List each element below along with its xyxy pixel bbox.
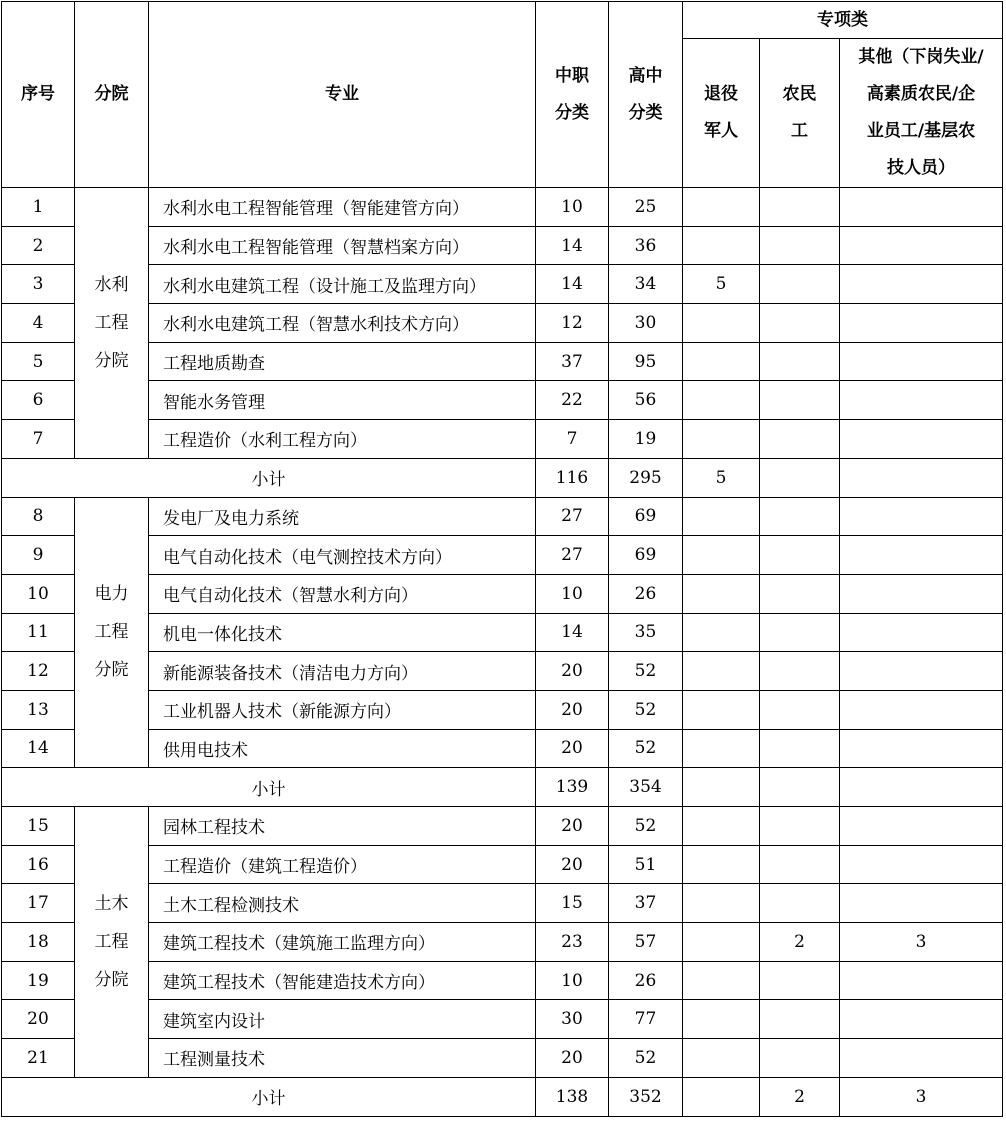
cell-migrant	[760, 342, 840, 381]
cell-other	[840, 613, 1003, 652]
cell-gaozhong: 35	[609, 613, 683, 652]
cell-gaozhong: 95	[609, 342, 683, 381]
header-gaozhong: 高中 分类	[609, 2, 683, 188]
cell-major: 智能水务管理	[149, 381, 536, 420]
cell-other	[840, 1000, 1003, 1039]
cell-gaozhong: 77	[609, 1000, 683, 1039]
cell-veterans	[683, 420, 760, 459]
cell-veterans	[683, 884, 760, 923]
cell-veterans	[683, 1000, 760, 1039]
cell-major: 工程造价（建筑工程造价）	[149, 845, 536, 884]
cell-gaozhong: 51	[609, 845, 683, 884]
table-row	[2, 188, 1003, 227]
cell-veterans	[683, 961, 760, 1000]
cell-gaozhong: 34	[609, 265, 683, 304]
cell-migrant	[760, 497, 840, 536]
cell-other	[840, 497, 1003, 536]
table-row	[2, 342, 1003, 381]
cell-zhongzhi: 15	[536, 884, 609, 923]
cell-seq: 2	[2, 226, 75, 265]
cell-migrant	[760, 265, 840, 304]
cell-other	[840, 536, 1003, 575]
table-row	[2, 497, 1003, 536]
table-row	[2, 690, 1003, 729]
cell-major: 供用电技术	[149, 729, 536, 768]
cell-department	[75, 807, 149, 1078]
cell-zhongzhi: 20	[536, 690, 609, 729]
subtotal-veterans	[683, 768, 760, 807]
cell-other	[840, 729, 1003, 768]
cell-seq: 13	[2, 690, 75, 729]
cell-seq: 10	[2, 574, 75, 613]
subtotal-zhongzhi: 138	[536, 1077, 609, 1116]
cell-other	[840, 226, 1003, 265]
cell-seq: 18	[2, 923, 75, 962]
cell-zhongzhi: 10	[536, 961, 609, 1000]
header-other: 其他（下岗失业/ 高素质农民/企 业员工/基层农 技人员）	[840, 39, 1003, 188]
header-special: 专项类	[683, 2, 1003, 39]
cell-major: 工业机器人技术（新能源方向）	[149, 690, 536, 729]
cell-major: 建筑工程技术（建筑施工监理方向）	[149, 923, 536, 962]
cell-other	[840, 845, 1003, 884]
cell-zhongzhi: 14	[536, 613, 609, 652]
cell-seq: 9	[2, 536, 75, 575]
table-row	[2, 226, 1003, 265]
cell-veterans	[683, 342, 760, 381]
department-line: 土木	[94, 893, 129, 914]
cell-major: 水利水电建筑工程（智慧水利技术方向）	[149, 304, 536, 343]
cell-seq: 4	[2, 304, 75, 343]
cell-zhongzhi: 20	[536, 845, 609, 884]
cell-zhongzhi: 27	[536, 497, 609, 536]
cell-zhongzhi: 14	[536, 226, 609, 265]
cell-other	[840, 652, 1003, 691]
cell-veterans	[683, 845, 760, 884]
subtotal-zhongzhi: 139	[536, 768, 609, 807]
table-row	[2, 420, 1003, 459]
cell-gaozhong: 19	[609, 420, 683, 459]
subtotal-row	[2, 768, 1003, 807]
cell-migrant	[760, 574, 840, 613]
cell-zhongzhi: 10	[536, 574, 609, 613]
cell-major: 机电一体化技术	[149, 613, 536, 652]
cell-gaozhong: 25	[609, 188, 683, 227]
table-row	[2, 729, 1003, 768]
cell-other	[840, 304, 1003, 343]
subtotal-label: 小计	[2, 1077, 536, 1116]
cell-major: 新能源装备技术（清洁电力方向）	[149, 652, 536, 691]
cell-zhongzhi: 12	[536, 304, 609, 343]
subtotal-row	[2, 458, 1003, 497]
cell-other: 3	[840, 923, 1003, 962]
cell-veterans	[683, 304, 760, 343]
cell-migrant	[760, 690, 840, 729]
table-row	[2, 574, 1003, 613]
cell-gaozhong: 26	[609, 574, 683, 613]
cell-migrant	[760, 1039, 840, 1078]
subtotal-other: 3	[840, 1077, 1003, 1116]
table-header	[2, 2, 1003, 188]
cell-seq: 5	[2, 342, 75, 381]
cell-major: 建筑工程技术（智能建造技术方向）	[149, 961, 536, 1000]
subtotal-veterans	[683, 1077, 760, 1116]
cell-gaozhong: 37	[609, 884, 683, 923]
cell-seq: 12	[2, 652, 75, 691]
cell-zhongzhi: 27	[536, 536, 609, 575]
cell-other	[840, 1039, 1003, 1078]
cell-major: 电气自动化技术（电气测控技术方向）	[149, 536, 536, 575]
cell-other	[840, 884, 1003, 923]
table-row	[2, 961, 1003, 1000]
cell-veterans	[683, 807, 760, 846]
department-line: 分院	[94, 969, 129, 990]
department-line: 工程	[94, 312, 129, 333]
subtotal-row	[2, 1077, 1003, 1116]
table-row	[2, 381, 1003, 420]
cell-seq: 16	[2, 845, 75, 884]
subtotal-label: 小计	[2, 458, 536, 497]
cell-major: 水利水电建筑工程（设计施工及监理方向）	[149, 265, 536, 304]
subtotal-veterans: 5	[683, 458, 760, 497]
cell-gaozhong: 52	[609, 729, 683, 768]
cell-zhongzhi: 7	[536, 420, 609, 459]
cell-zhongzhi: 20	[536, 729, 609, 768]
cell-veterans	[683, 574, 760, 613]
cell-seq: 3	[2, 265, 75, 304]
subtotal-migrant: 2	[760, 1077, 840, 1116]
table-row	[2, 536, 1003, 575]
cell-zhongzhi: 23	[536, 923, 609, 962]
cell-gaozhong: 57	[609, 923, 683, 962]
enrollment-table	[1, 1, 1003, 1117]
table-row	[2, 923, 1003, 962]
cell-seq: 17	[2, 884, 75, 923]
cell-gaozhong: 52	[609, 807, 683, 846]
cell-zhongzhi: 37	[536, 342, 609, 381]
cell-other	[840, 265, 1003, 304]
cell-major: 工程测量技术	[149, 1039, 536, 1078]
cell-migrant	[760, 304, 840, 343]
cell-migrant	[760, 652, 840, 691]
department-line: 电力	[94, 584, 129, 605]
cell-seq: 8	[2, 497, 75, 536]
subtotal-gaozhong: 354	[609, 768, 683, 807]
cell-migrant	[760, 884, 840, 923]
table-row	[2, 845, 1003, 884]
subtotal-other	[840, 768, 1003, 807]
cell-zhongzhi: 20	[536, 1039, 609, 1078]
table-row	[2, 1039, 1003, 1078]
department-line: 分院	[94, 350, 129, 371]
cell-gaozhong: 30	[609, 304, 683, 343]
cell-zhongzhi: 22	[536, 381, 609, 420]
cell-seq: 15	[2, 807, 75, 846]
cell-veterans	[683, 188, 760, 227]
cell-veterans	[683, 652, 760, 691]
cell-veterans	[683, 613, 760, 652]
subtotal-gaozhong: 295	[609, 458, 683, 497]
cell-migrant	[760, 807, 840, 846]
cell-veterans	[683, 690, 760, 729]
cell-other	[840, 690, 1003, 729]
cell-veterans	[683, 536, 760, 575]
cell-migrant	[760, 613, 840, 652]
cell-migrant: 2	[760, 923, 840, 962]
cell-migrant	[760, 536, 840, 575]
cell-veterans	[683, 226, 760, 265]
cell-major: 水利水电工程智能管理（智慧档案方向）	[149, 226, 536, 265]
cell-migrant	[760, 420, 840, 459]
table-body	[2, 188, 1003, 1117]
cell-other	[840, 420, 1003, 459]
cell-gaozhong: 56	[609, 381, 683, 420]
cell-other	[840, 381, 1003, 420]
header-veterans: 退役 军人	[683, 39, 760, 188]
cell-veterans	[683, 381, 760, 420]
cell-migrant	[760, 845, 840, 884]
cell-other	[840, 574, 1003, 613]
cell-major: 电气自动化技术（智慧水利方向）	[149, 574, 536, 613]
cell-veterans	[683, 923, 760, 962]
cell-other	[840, 188, 1003, 227]
header-migrant: 农民 工	[760, 39, 840, 188]
department-line: 工程	[94, 622, 129, 643]
cell-department	[75, 188, 149, 459]
cell-zhongzhi: 14	[536, 265, 609, 304]
cell-major: 建筑室内设计	[149, 1000, 536, 1039]
cell-seq: 19	[2, 961, 75, 1000]
subtotal-migrant	[760, 768, 840, 807]
header-department: 分院	[75, 2, 149, 188]
header-seq: 序号	[2, 2, 75, 188]
cell-other	[840, 807, 1003, 846]
cell-veterans	[683, 729, 760, 768]
cell-gaozhong: 52	[609, 690, 683, 729]
cell-seq: 14	[2, 729, 75, 768]
department-line: 分院	[94, 660, 129, 681]
header-zhongzhi: 中职 分类	[536, 2, 609, 188]
cell-gaozhong: 69	[609, 536, 683, 575]
table-row	[2, 304, 1003, 343]
cell-zhongzhi: 30	[536, 1000, 609, 1039]
cell-department	[75, 497, 149, 768]
cell-zhongzhi: 10	[536, 188, 609, 227]
cell-migrant	[760, 961, 840, 1000]
cell-seq: 7	[2, 420, 75, 459]
cell-gaozhong: 69	[609, 497, 683, 536]
cell-other	[840, 342, 1003, 381]
cell-major: 工程地质勘查	[149, 342, 536, 381]
cell-veterans	[683, 497, 760, 536]
table-row	[2, 652, 1003, 691]
table-row	[2, 265, 1003, 304]
department-line: 工程	[94, 931, 129, 952]
table-row	[2, 1000, 1003, 1039]
cell-major: 水利水电工程智能管理（智能建管方向）	[149, 188, 536, 227]
cell-other	[840, 961, 1003, 1000]
header-major: 专业	[149, 2, 536, 188]
cell-veterans: 5	[683, 265, 760, 304]
subtotal-zhongzhi: 116	[536, 458, 609, 497]
cell-veterans	[683, 1039, 760, 1078]
cell-migrant	[760, 729, 840, 768]
cell-gaozhong: 36	[609, 226, 683, 265]
cell-major: 土木工程检测技术	[149, 884, 536, 923]
table-row	[2, 807, 1003, 846]
subtotal-gaozhong: 352	[609, 1077, 683, 1116]
cell-gaozhong: 26	[609, 961, 683, 1000]
subtotal-migrant	[760, 458, 840, 497]
table-row	[2, 884, 1003, 923]
cell-major: 工程造价（水利工程方向）	[149, 420, 536, 459]
cell-migrant	[760, 226, 840, 265]
cell-migrant	[760, 188, 840, 227]
cell-seq: 11	[2, 613, 75, 652]
cell-migrant	[760, 381, 840, 420]
subtotal-other	[840, 458, 1003, 497]
department-line: 水利	[94, 274, 129, 295]
cell-migrant	[760, 1000, 840, 1039]
cell-zhongzhi: 20	[536, 807, 609, 846]
table-row	[2, 613, 1003, 652]
cell-seq: 1	[2, 188, 75, 227]
cell-major: 园林工程技术	[149, 807, 536, 846]
cell-gaozhong: 52	[609, 1039, 683, 1078]
cell-major: 发电厂及电力系统	[149, 497, 536, 536]
cell-zhongzhi: 20	[536, 652, 609, 691]
subtotal-label: 小计	[2, 768, 536, 807]
cell-seq: 6	[2, 381, 75, 420]
cell-gaozhong: 52	[609, 652, 683, 691]
cell-seq: 20	[2, 1000, 75, 1039]
cell-seq: 21	[2, 1039, 75, 1078]
